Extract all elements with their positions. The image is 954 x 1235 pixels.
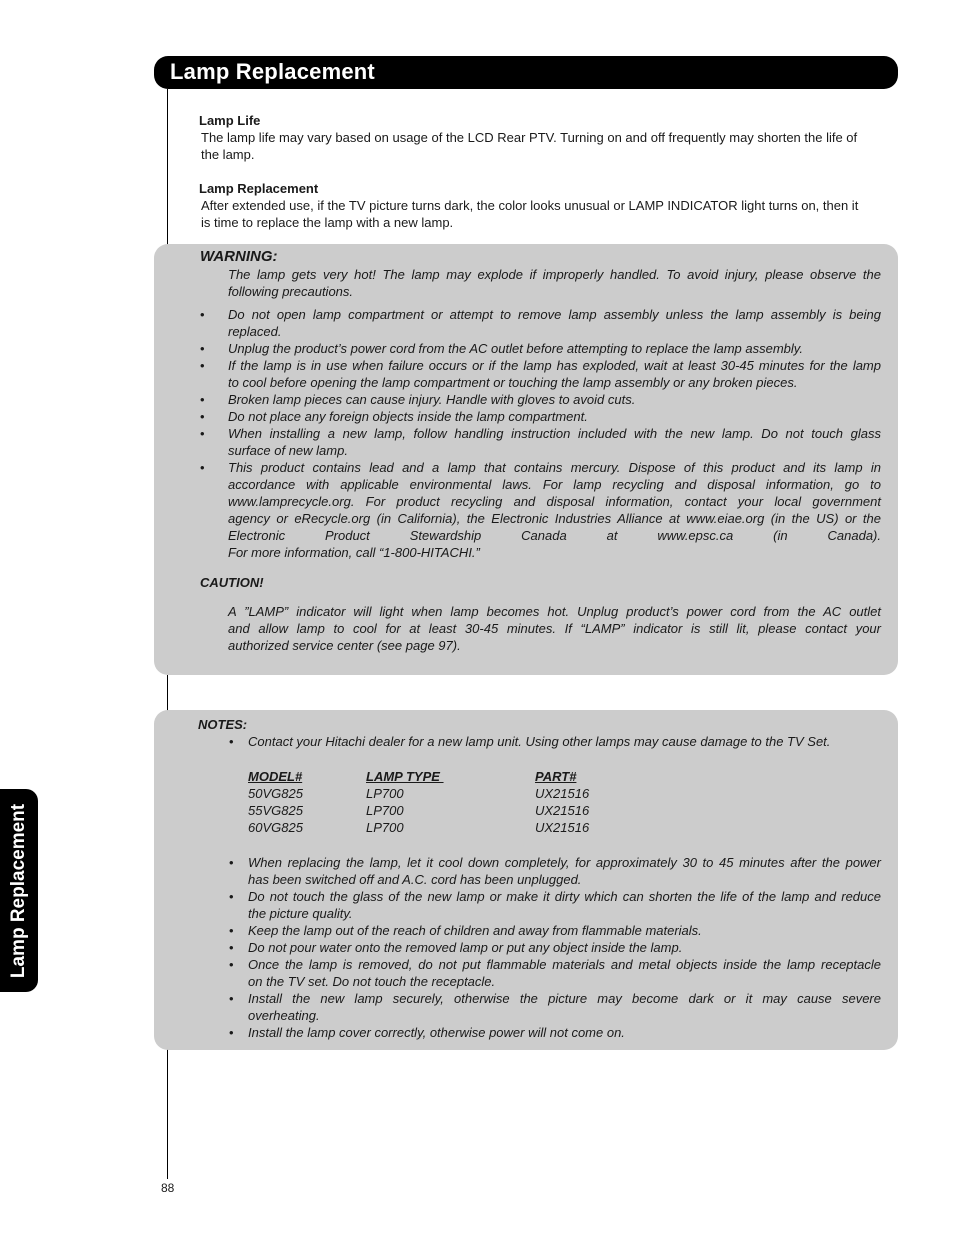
notes-bullet-line: has been switched off and A.C. cord has been unplugged.: [248, 872, 582, 887]
notes-bullet-text: [248, 1024, 881, 1041]
warning-intro-line-1: The lamp gets very hot! The lamp may explode if improperly handled. To avoid injury, please observe the: [228, 267, 881, 282]
warning-box: [154, 244, 898, 675]
notes-bullet-text: [248, 990, 881, 1024]
notes-box: [154, 710, 898, 1050]
table-cell-part: UX21516: [535, 803, 590, 818]
warning-bullet-line: Broken lamp pieces can cause injury. Handle with gloves to avoid cuts.: [228, 392, 636, 407]
caution-line-1: A ”LAMP” indicator will light when lamp becomes hot. Unplug product’s power cord from the AC outlet: [228, 604, 881, 619]
notes-bullet-text: [248, 956, 881, 990]
lamp-replacement-heading: Lamp Replacement: [199, 181, 319, 196]
warning-bullet-line: Do not place any foreign objects inside the lamp compartment.: [228, 409, 588, 424]
margin-rule-top: [167, 89, 168, 245]
warning-bullet-line: replaced.: [228, 324, 282, 339]
notes-bullet-line: Do not touch the glass of the new lamp or make it dirty which can shorten the life of the lamp and reduce: [248, 889, 881, 904]
bullet-dot: •: [200, 409, 205, 424]
table-cell-model: 60VG825: [248, 820, 303, 835]
notes-bullet: [229, 956, 881, 990]
lamp-life-line-2: the lamp.: [201, 147, 255, 162]
notes-bullet-text: [248, 939, 881, 956]
bullet-dot: •: [229, 991, 234, 1006]
caution-text: [228, 603, 881, 654]
table-cell-part: UX21516: [535, 786, 590, 801]
side-section-tab: [0, 789, 38, 992]
bullet-dot: •: [200, 307, 205, 322]
bullet-dot: •: [229, 923, 234, 938]
warning-bullet-line: agency or eRecycle.org (in California), the Electronic Industries Alliance at www.eiae.org (in the US) or the: [228, 511, 881, 526]
table-cell-model: 50VG825: [248, 786, 303, 801]
bullet-dot: •: [200, 460, 205, 475]
warning-bullet-text: [228, 306, 881, 340]
warning-bullet-line: Unplug the product’s power cord from the AC outlet before attempting to replace the lamp assembly.: [228, 341, 803, 356]
side-section-tab-label: Lamp Replacement: [8, 803, 29, 978]
bullet-dot: •: [229, 940, 234, 955]
warning-bullet-line: This product contains lead and a lamp that contains mercury. Dispose of this product and its lamp in: [228, 460, 881, 475]
notes-bullet: [229, 990, 881, 1024]
page-number: 88: [161, 1181, 175, 1195]
bullet-dot: •: [229, 889, 234, 904]
lamp-life-heading: Lamp Life: [199, 113, 261, 128]
caution-line-3: authorized service center (see page 97).: [228, 638, 461, 653]
notes-bullet: [229, 1024, 881, 1041]
warning-bullet-text: [228, 459, 881, 561]
warning-bullet-text: [228, 340, 881, 357]
page-title: Lamp Replacement: [170, 59, 375, 84]
warning-bullet-line: surface of new lamp.: [228, 443, 348, 458]
notes-bullet: [229, 888, 881, 922]
warning-bullet-text: [228, 425, 881, 459]
notes-bullet-line: Once the lamp is removed, do not put flammable materials and metal objects inside the lamp receptacle: [248, 957, 881, 972]
warning-intro: [228, 266, 881, 300]
warning-bullet-line: Do not open lamp compartment or attempt to remove lamp assembly unless the lamp assembly is being: [228, 307, 881, 322]
bullet-dot: •: [200, 358, 205, 373]
notes-bullet-line: When replacing the lamp, let it cool down completely, for approximately 30 to 45 minutes after the power: [248, 855, 881, 870]
warning-bullet: [200, 459, 881, 561]
warning-bullet-line: If the lamp is in use when failure occurs or if the lamp has exploded, wait at least 30-45 minutes for the lamp: [228, 358, 881, 373]
warning-bullet: [200, 357, 881, 391]
table-cell-model: 55VG825: [248, 803, 303, 818]
margin-rule-middle: [167, 675, 168, 711]
notes-bullet-line: on the TV set. Do not touch the receptacle.: [248, 974, 496, 989]
notes-bullet-line: Install the lamp cover correctly, otherwise power will not come on.: [248, 1025, 625, 1040]
notes-bullet-line: Install the new lamp securely, otherwise the picture may become dark or it may cause severe: [248, 991, 881, 1006]
bullet-dot: •: [229, 855, 234, 870]
warning-bullet: [200, 425, 881, 459]
notes-bullet-text: [248, 922, 881, 939]
table-cell-lamp-type: LP700: [366, 803, 404, 818]
bullet-dot: •: [229, 1025, 234, 1040]
warning-heading: WARNING:: [200, 248, 278, 265]
table-cell-lamp-type: LP700: [366, 820, 404, 835]
lamp-replacement-section: [199, 180, 883, 231]
warning-bullet-line: For more information, call “1-800-HITACHI.”: [228, 545, 480, 560]
page-title-bar: [154, 56, 898, 89]
bullet-dot: •: [200, 392, 205, 407]
warning-bullet-line: to cool before opening the lamp compartment or touching the lamp assembly or any broken pieces.: [228, 375, 798, 390]
table-header-model: MODEL#: [248, 769, 303, 784]
warning-bullet: [200, 306, 881, 340]
bullet-dot: •: [200, 426, 205, 441]
notes-heading: NOTES:: [198, 717, 248, 732]
notes-bullet: [229, 922, 881, 939]
warning-intro-line-2: following precautions.: [228, 284, 354, 299]
notes-bullet-1-text: Contact your Hitachi dealer for a new lamp unit. Using other lamps may cause damage to the TV Set.: [248, 734, 831, 749]
lamp-life-section: [199, 112, 883, 163]
bullet-dot: •: [200, 341, 205, 356]
lamp-life-line-1: The lamp life may vary based on usage of the LCD Rear PTV. Turning on and off frequently may shorten the life of: [201, 130, 858, 145]
notes-bullet-line: overheating.: [248, 1008, 320, 1023]
notes-bullet: [229, 854, 881, 888]
warning-bullet-text: [228, 408, 881, 425]
notes-bullet-line: Keep the lamp out of the reach of children and away from flammable materials.: [248, 923, 702, 938]
table-header-part: PART#: [535, 769, 577, 784]
lamp-replacement-line-2: is time to replace the lamp with a new lamp.: [201, 215, 454, 230]
warning-bullet-text: [228, 391, 881, 408]
warning-bullet: [200, 408, 881, 425]
warning-bullet: [200, 391, 881, 408]
notes-bullet-line: Do not pour water onto the removed lamp or put any object inside the lamp.: [248, 940, 683, 955]
warning-bullet-line: www.lamprecycle.org. For product recycling and disposal information, contact your local government: [228, 494, 881, 509]
caution-line-2: and allow lamp to cool for at least 30-45 minutes. If “LAMP” indicator is still lit, please contact your: [228, 621, 881, 636]
bullet-dot: •: [229, 957, 234, 972]
warning-bullet-text: [228, 357, 881, 391]
table-cell-lamp-type: LP700: [366, 786, 404, 801]
warning-bullet-line: accordance with applicable environmental laws. For lamp recycling and disposal information, go to: [228, 477, 881, 492]
table-cell-part: UX21516: [535, 820, 590, 835]
notes-bullet: [229, 939, 881, 956]
lamp-model-table: [248, 768, 668, 836]
warning-bullet-line: When installing a new lamp, follow handling instruction included with the new lamp. Do not touch glass: [228, 426, 881, 441]
notes-bullet-text: [248, 888, 881, 922]
lamp-replacement-line-1: After extended use, if the TV picture turns dark, the color looks unusual or LAMP INDICATOR light turns on, then it: [201, 198, 859, 213]
bullet-dot: •: [229, 734, 234, 749]
warning-bullet-line: Electronic Product Stewardship Canada at www.epsc.ca (in Canada).: [228, 528, 881, 543]
warning-bullet: [200, 340, 881, 357]
notes-bullet-text: [248, 854, 881, 888]
notes-bullet-line: the picture quality.: [248, 906, 353, 921]
margin-rule-bottom: [167, 1049, 168, 1179]
caution-heading: CAUTION!: [200, 575, 264, 590]
table-header-lamp-type: LAMP TYPE: [366, 769, 444, 784]
